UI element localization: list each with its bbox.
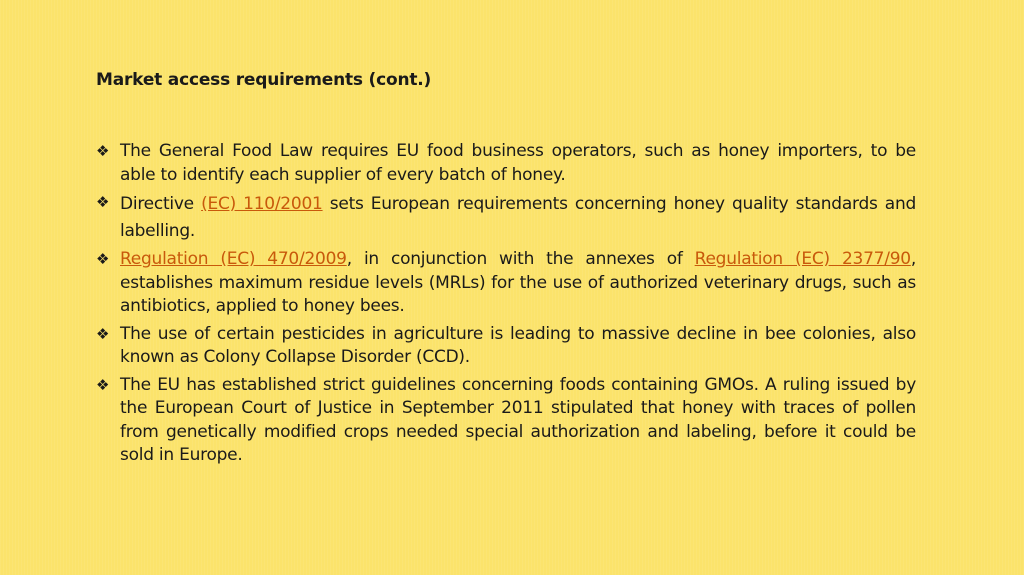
bullet-text: The use of certain pesticides in agriculture is leading to massive decline in bee colonies, also known as Colony Collapse Disorder (CCD).: [120, 323, 916, 367]
regulation-2377-90-link[interactable]: Regulation (EC) 2377/90: [694, 249, 911, 269]
bullet-regulation: [96, 248, 916, 319]
diamond-bullet-icon: ❖: [96, 324, 110, 343]
slide-title: Market access requirements (cont.): [96, 70, 432, 90]
bullet-text: The General Food Law requires EU food business operators, such as honey importers, to be able to identify each supplier of every batch of honey.: [120, 141, 916, 185]
bullet-general-food-law: [96, 140, 916, 187]
regulation-470-2009-link[interactable]: Regulation (EC) 470/2009: [120, 249, 347, 269]
bullet-text: The EU has established strict guidelines concerning foods containing GMOs. A ruling issued by the European Court of Justice in September 2011 stipulated that honey with traces of pollen from genetically modified crops needed special authorization and labeling, before it could be sold in Europe.: [120, 374, 916, 465]
bullet-text-post: sets European requirements concerning honey quality standards and labelling.: [120, 194, 917, 241]
bullet-text-mid: , in conjunction with the annexes of: [346, 249, 695, 269]
diamond-bullet-icon: ❖: [96, 142, 110, 160]
bullet-text-pre: Directive: [120, 194, 202, 214]
bullet-list: [96, 140, 916, 472]
directive-110-2001-link[interactable]: (EC) 110/2001: [201, 194, 323, 214]
diamond-bullet-icon: ❖: [96, 250, 110, 268]
bullet-gmos: [96, 374, 916, 468]
bullet-directive: [96, 191, 916, 244]
bullet-text-post: , establishes maximum residue levels (MRLs) for the use of authorized veterinary drugs, such as antibiotics, applied to honey bees.: [120, 249, 916, 316]
diamond-bullet-icon: ❖: [96, 193, 110, 211]
diamond-bullet-icon: ❖: [96, 375, 110, 394]
bullet-pesticides: [96, 323, 916, 370]
